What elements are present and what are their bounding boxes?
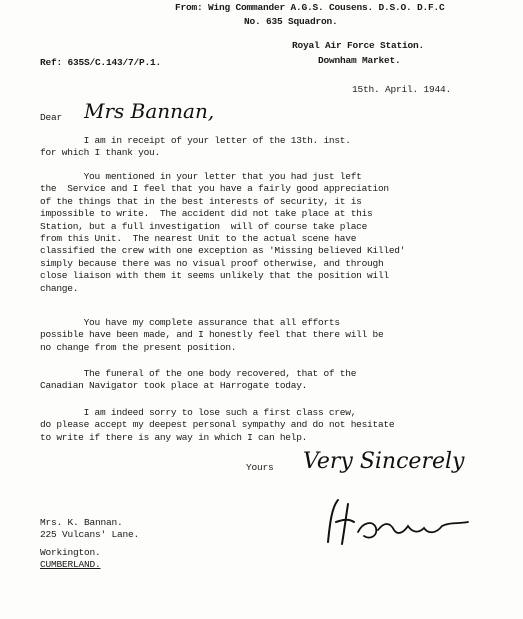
paragraph-line: of the things that in the best interests of security, it is <box>40 195 362 207</box>
paragraph-4 <box>40 368 500 393</box>
paragraph-line: no change from the present position. <box>40 341 237 353</box>
paragraph-line: I am in receipt of your letter of the 13th. inst. <box>40 135 351 146</box>
station-line: Royal Air Force Station. <box>292 40 425 51</box>
paragraph-1 <box>40 135 500 160</box>
paragraph-5 <box>40 407 500 444</box>
handwritten-signature <box>318 492 488 552</box>
paragraph-line: classified the crew with one exception as 'Missing believed Killed' <box>40 245 406 257</box>
closing-yours: Yours <box>246 462 274 473</box>
letter-date: 15th. April. 1944. <box>352 84 452 95</box>
paragraph-line: Canadian Navigator took place at Harrogate today. <box>40 380 308 392</box>
paragraph-line: The funeral of the one body recovered, that of the <box>40 368 357 379</box>
paragraph-line: You mentioned in your letter that you had just left <box>40 171 362 182</box>
location-line: Downham Market. <box>318 55 401 66</box>
paragraph-line: impossible to write. The accident did not take place at this <box>40 208 373 220</box>
recipient-name: Mrs. K. Bannan. <box>40 517 123 528</box>
closing-handwritten: Very Sincerely <box>303 449 465 474</box>
paragraph-line: change. <box>40 282 79 294</box>
recipient-street: 225 Vulcans' Lane. <box>40 529 140 540</box>
paragraph-line: the Service and I feel that you have a fairly good appreciation <box>40 183 389 195</box>
paragraph-line: Station, but a full investigation will of course take place <box>40 220 368 232</box>
from-line: From: Wing Commander A.G.S. Cousens. D.S.O. D.F.C <box>175 2 445 13</box>
paragraph-line: from this Unit. The nearest Unit to the actual scene have <box>40 233 357 245</box>
recipient-town: Workington. <box>40 547 101 558</box>
paragraph-line: simply because there was no visual proof otherwise, and through <box>40 257 384 269</box>
paragraph-line: for which I thank you. <box>40 147 160 159</box>
paragraph-line: to write if there is any way in which I can help. <box>40 431 308 443</box>
paragraph-2 <box>40 171 500 295</box>
salutation-dear: Dear <box>40 112 63 123</box>
paragraph-3 <box>40 317 500 354</box>
paragraph-line: possible have been made, and I honestly feel that there will be <box>40 329 384 341</box>
paragraph-line: do please accept my deepest personal sympathy and do not hesitate <box>40 419 395 431</box>
squadron-line: No. 635 Squadron. <box>244 16 338 27</box>
paragraph-line: You have my complete assurance that all efforts <box>40 317 340 328</box>
reference-line: Ref: 635S/C.143/7/P.1. <box>40 57 162 68</box>
salutation-name-handwritten: Mrs Bannan, <box>84 99 215 123</box>
paragraph-line: close liaison with them it seems unlikely that the position will <box>40 270 389 282</box>
recipient-county: CUMBERLAND. <box>40 559 101 570</box>
paragraph-line: I am indeed sorry to lose such a first class crew, <box>40 407 357 418</box>
